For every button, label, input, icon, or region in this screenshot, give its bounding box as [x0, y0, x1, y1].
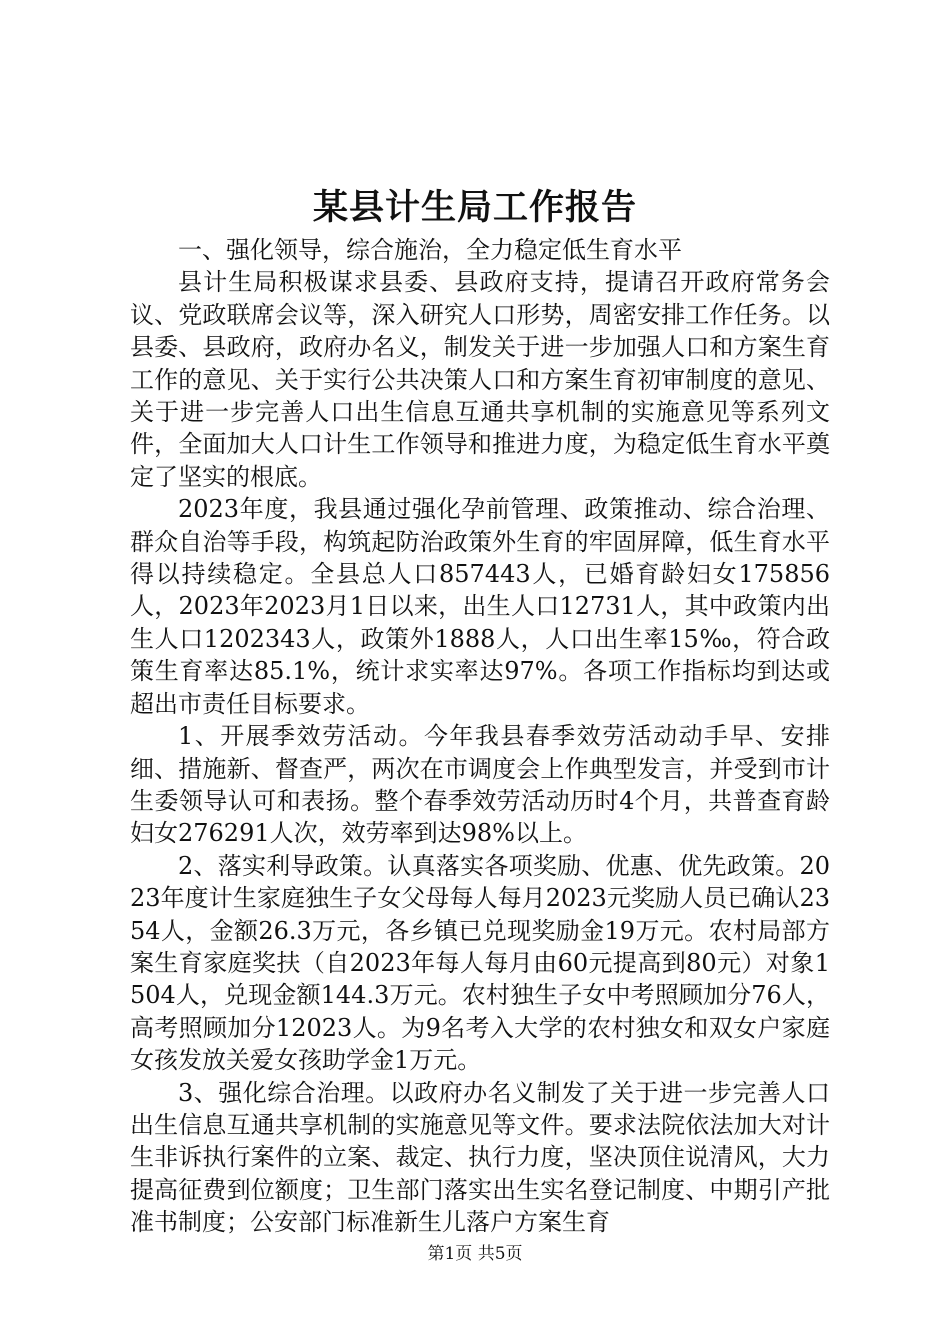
paragraph-incentive-policy: 2、落实利导政策。认真落实各项奖励、优惠、优先政策。2023年度计生家庭独生子女父母每人每月2023元奖励人员已确认2354人，金额26.3万元，各乡镇已兑现奖励金19万元。农村局部方案生育家庭奖扶（自2023年每人每月由60元提高到80元）对象1504人，兑现金额144.3万元。农村独生子女中考照顾加分76人，高考照顾加分12023人。为9名考入大学的农村独女和双女户家庭女孩发放关爱女孩助学金1万元。 — [130, 851, 830, 1075]
page-footer: 第1页 共5页 — [427, 1244, 523, 1264]
section-heading: 一、强化领导，综合施治，全力稳定低生育水平 — [178, 236, 682, 264]
document-title: 某县计生局工作报告 — [312, 187, 637, 228]
paragraph-leadership: 县计生局积极谋求县委、县政府支持，提请召开政府常务会议、党政联席会议等，深入研究人口形势，周密安排工作任务。以县委、县政府，政府办名义，制发关于进一步加强人口和方案生育工作的意见、关于实行公共决策人口和方案生育初审制度的意见、关于进一步完善人口出生信息互通共享机制的实施意见等系列文件，全面加大人口计生工作领导和推进力度，为稳定低生育水平奠定了坚实的根底。 — [130, 268, 830, 491]
paragraph-statistics: 2023年度，我县通过强化孕前管理、政策推动、综合治理、群众自治等手段，构筑起防治政策外生育的牢固屏障，低生育水平得以持续稳定。全县总人口857443人，已婚育龄妇女175856人，2023年2023月1日以来，出生人口12731人，其中政策内出生人口1202343人，政策外1888人，人口出生率15‰，符合政策生育率达85.1%，统计求实率达97%。各项工作指标均到达或超出市责任目标要求。 — [130, 495, 830, 718]
paragraph-comprehensive-governance: 3、强化综合治理。以政府办名义制发了关于进一步完善人口出生信息互通共享机制的实施意见等文件。要求法院依法加大对计生非诉执行案件的立案、裁定、执行力度，坚决顶住说清风，大力提高征费到位额度；卫生部门落实出生实名登记制度、中期引产批准书制度；公安部门标准新生儿落户方案生育 — [130, 1078, 830, 1237]
document-body — [130, 234, 830, 1239]
paragraph-service-activity: 1、开展季效劳活动。今年我县春季效劳活动动手早、安排细、措施新、督查严，两次在市调度会上作典型发言，并受到市计生委领导认可和表扬。整个春季效劳活动历时4个月，共普查育龄妇女276291人次，效劳率到达98%以上。 — [130, 722, 830, 848]
